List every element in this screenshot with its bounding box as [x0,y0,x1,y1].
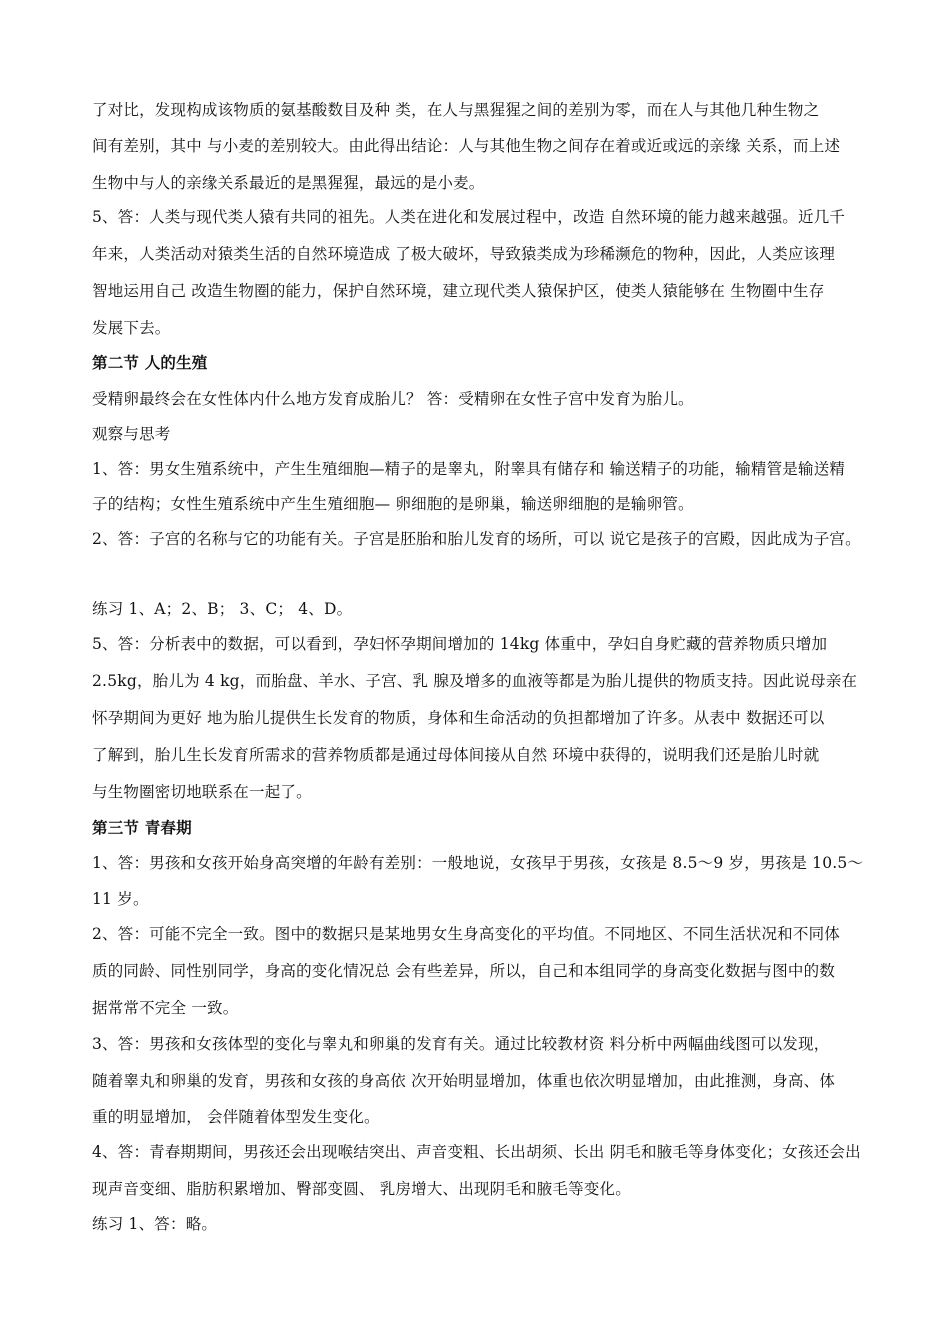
text-line: 1、答：男孩和女孩开始身高突增的年龄有差别：一般地说，女孩早于男孩，女孩是 8.5～9 岁，男孩是 10.5～ [92,854,864,872]
text-line: 1、答：男女生殖系统中，产生生殖细胞—精子的是睾丸，附睾具有储存和 输送精子的功能，输精管是输送精 [92,460,846,478]
text-line: 怀孕期间为更好 地为胎儿提供生长发育的物质，身体和生命活动的负担都增加了许多。从表中 数据还可以 [92,709,825,727]
text-line: 了解到，胎儿生长发育所需求的营养物质都是通过母体间接从自然 环境中获得的，说明我们还是胎儿时就 [92,746,820,764]
text-line: 生物中与人的亲缘关系最近的是黑猩猩，最远的是小麦。 [92,174,485,192]
text-line: 随着睾丸和卵巢的发育，男孩和女孩的身高依 次开始明显增加，体重也依次明显增加，由此推测，身高、体 [92,1072,836,1090]
text-line: 练习 1、答：略。 [92,1215,218,1233]
text-line: 2、答：子宫的名称与它的功能有关。子宫是胚胎和胎儿发育的场所，可以 说它是孩子的宫殿，因此成为子宫。 [92,530,861,548]
text-line: 2.5kg，胎儿为 4 kg，而胎盘、羊水、子宫、乳 腺及增多的血液等都是为胎儿提供的物质支持。因此说母亲在 [92,672,858,690]
section-heading: 第二节 人的生殖 [92,354,208,372]
text-line: 据常常不完全 一致。 [92,999,239,1017]
text-line: 现声音变细、脂肪积累增加、臀部变圆、 乳房增大、出现阴毛和腋毛等变化。 [92,1180,631,1198]
text-line: 与生物圈密切地联系在一起了。 [92,783,312,801]
text-line: 5、答：分析表中的数据，可以看到，孕妇怀孕期间增加的 14kg 体重中，孕妇自身贮藏的营养物质只增加 [92,635,828,653]
text-line: 子的结构；女性生殖系统中产生生殖细胞— 卵细胞的是卵巢，输送卵细胞的是输卵管。 [92,495,694,513]
text-line: 发展下去。 [92,319,171,337]
text-line: 观察与思考 [92,425,171,443]
text-line: 重的明显增加， 会伴随着体型发生变化。 [92,1108,380,1126]
text-line: 11 岁。 [92,890,149,908]
section-heading: 第三节 青春期 [92,819,192,837]
text-line: 练习 1、A；2、B； 3、C； 4、D。 [92,600,353,618]
text-line: 5、答：人类与现代类人猿有共同的祖先。人类在进化和发展过程中，改造 自然环境的能力越来越强。近几千 [92,208,846,226]
text-line: 智地运用自己 改造生物圈的能力，保护自然环境，建立现代类人猿保护区，使类人猿能够在 生物圈中生存 [92,282,825,300]
text-line: 间有差别，其中 与小麦的差别较大。由此得出结论：人与其他生物之间存在着或近或远的亲缘 关系，而上述 [92,137,841,155]
text-line: 2、答：可能不完全一致。图中的数据只是某地男女生身高变化的平均值。不同地区、不同生活状况和不同体 [92,925,840,943]
text-line: 了对比，发现构成该物质的氨基酸数目及种 类，在人与黑猩猩之间的差别为零，而在人与其他几种生物之 [92,101,820,119]
text-line: 3、答：男孩和女孩体型的变化与睾丸和卵巢的发育有关。通过比较教材资 料分析中两幅曲线图可以发现， [92,1035,830,1053]
text-line: 4、答：青春期期间，男孩还会出现喉结突出、声音变粗、长出胡须、长出 阴毛和腋毛等身体变化；女孩还会出 [92,1143,861,1161]
text-line: 受精卵最终会在女性体内什么地方发育成胎儿？ 答：受精卵在女性子宫中发育为胎儿。 [92,390,694,408]
text-line: 年来，人类活动对猿类生活的自然环境造成 了极大破坏，导致猿类成为珍稀濒危的物种，因此，人类应该理 [92,245,836,263]
text-line: 质的同龄、同性别同学，身高的变化情况总 会有些差异，所以，自己和本组同学的身高变化数据与图中的数 [92,962,836,980]
